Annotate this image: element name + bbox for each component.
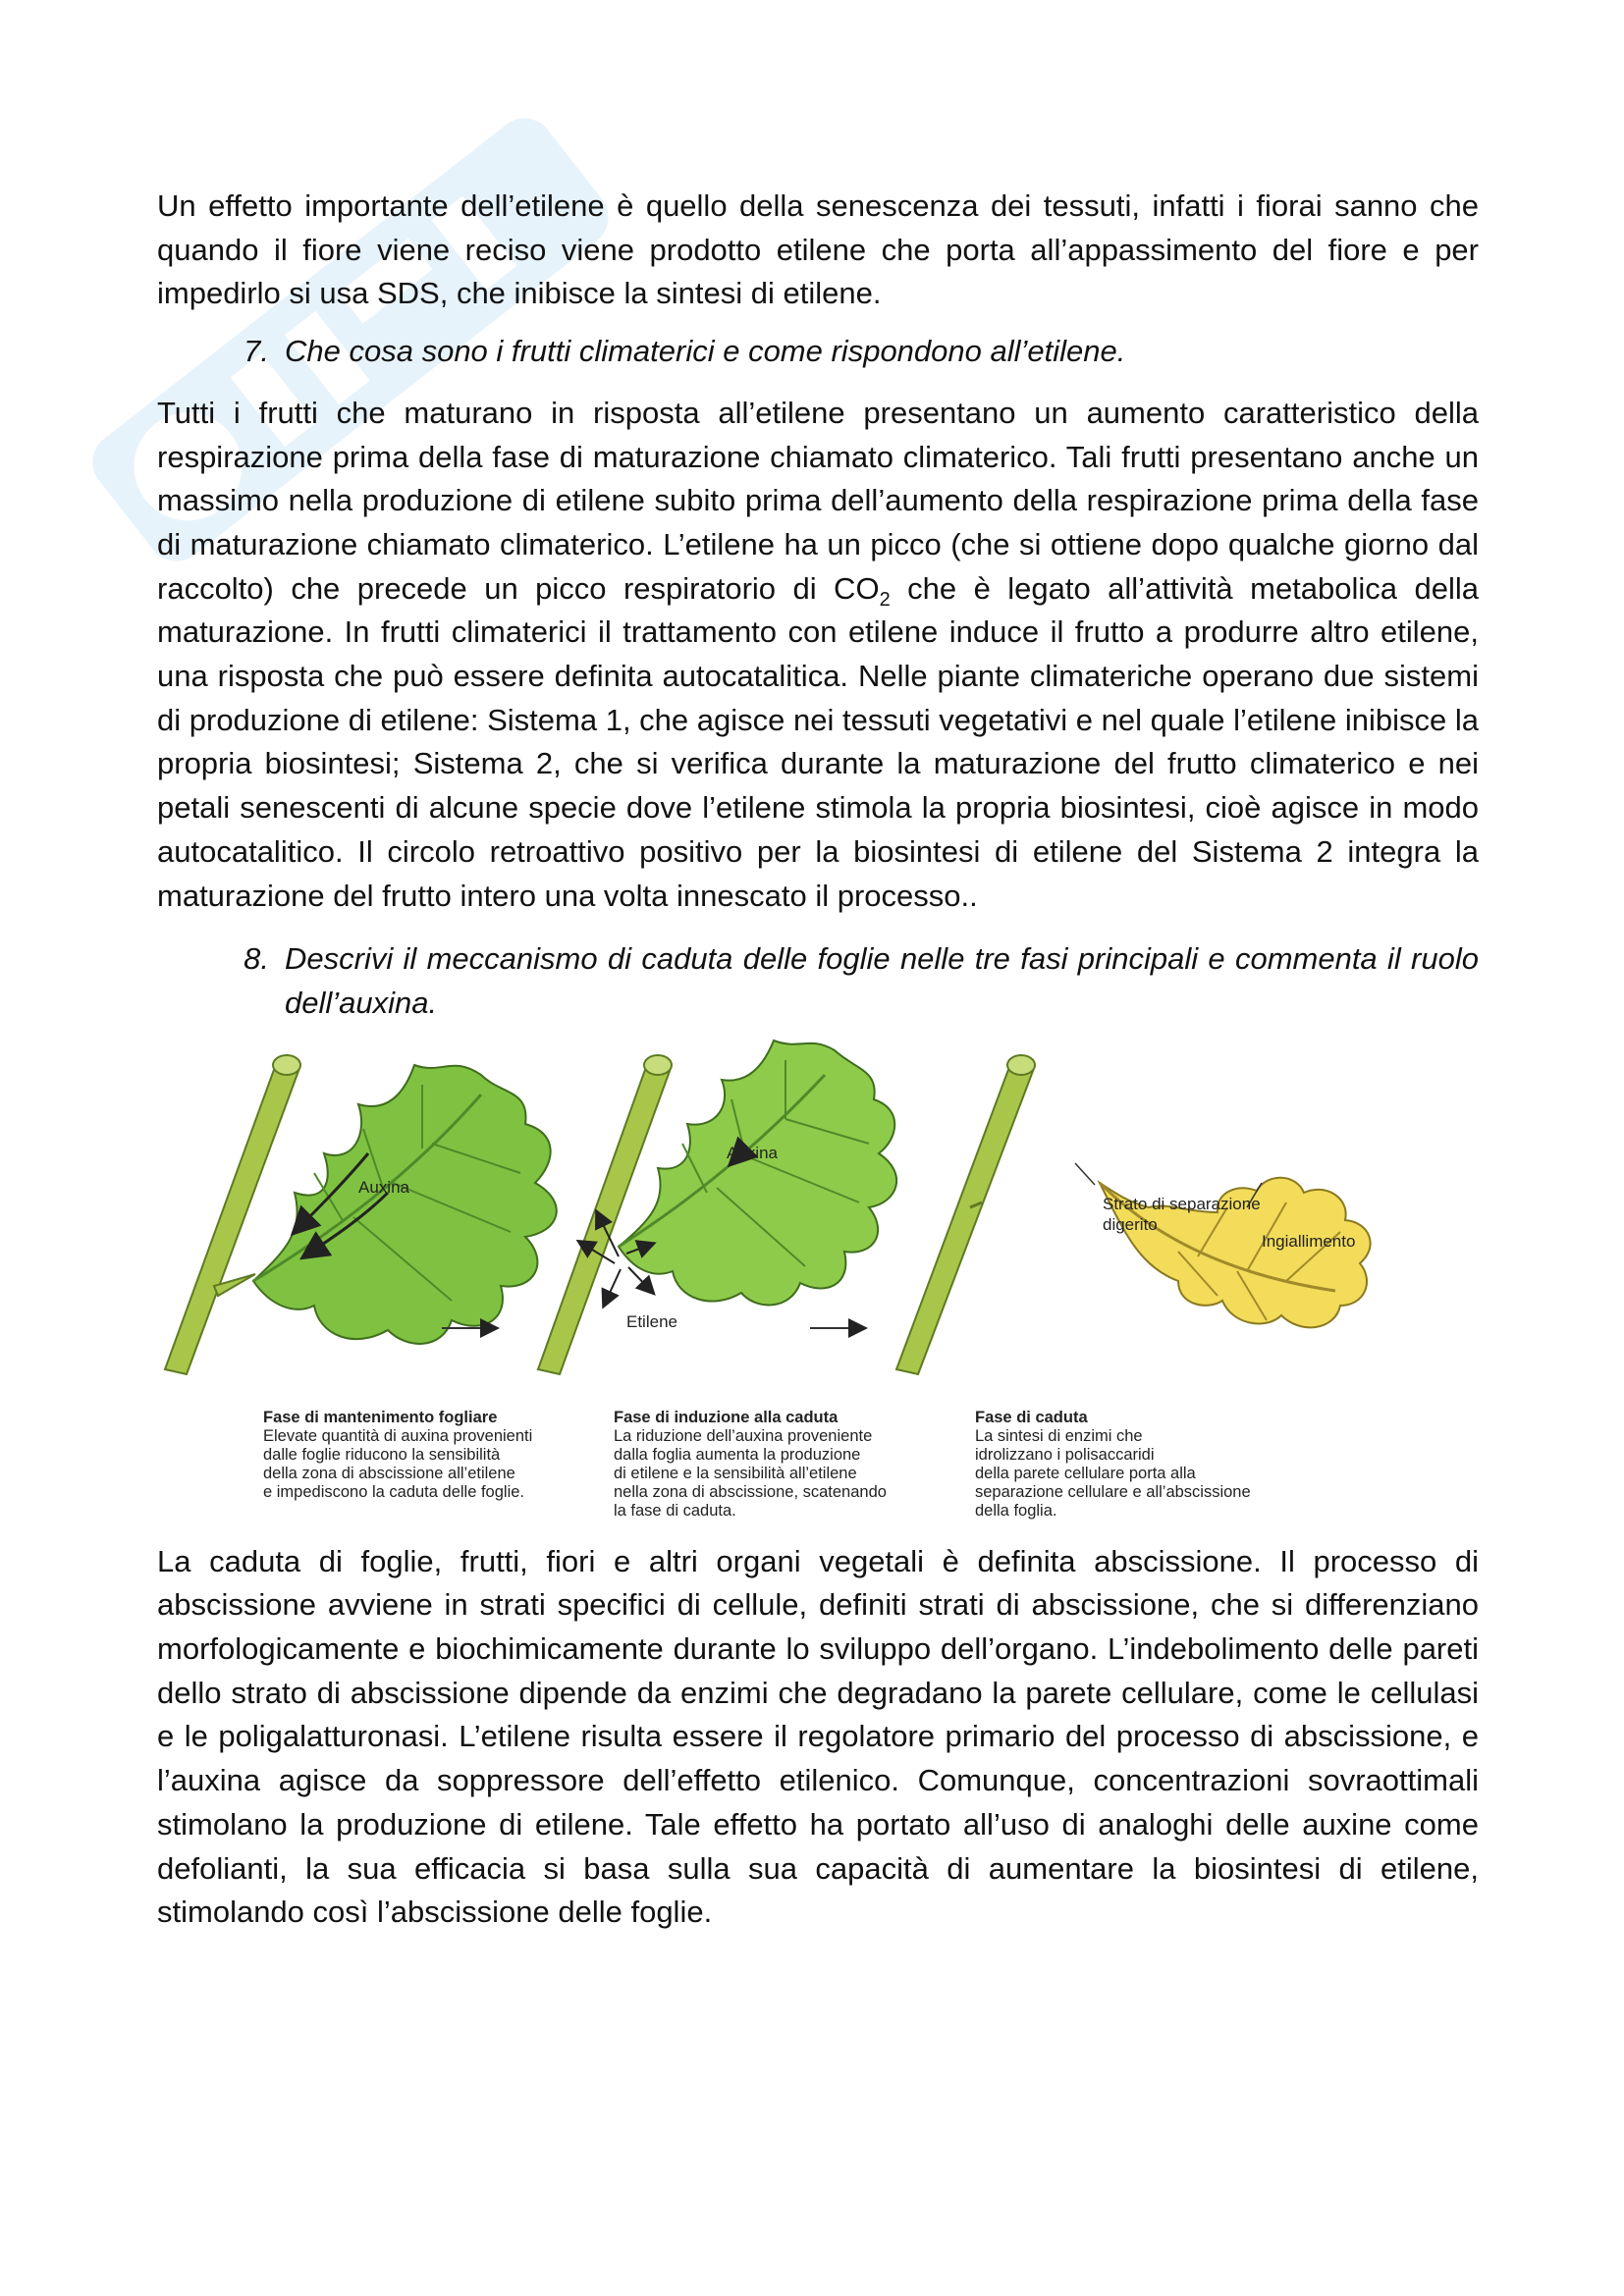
document-page [157,185,1479,1935]
label-auxina-1: Auxina [358,1177,409,1197]
caption-fase-caduta: Fase di caduta La sintesi di enzimi che idrolizzano i polisaccaridi della parete cellulare porta alla separazione cellulare e all’abscissione della foglia. [975,1408,1251,1520]
green-leaf-1 [253,1065,557,1344]
question-text: Che cosa sono i frutti climaterici e come rispondono all’etilene. [285,334,1126,369]
label-etilene: Etilene [626,1311,677,1331]
paragraph-frutti-climaterici: Tutti i frutti che maturano in risposta all’etilene presentano un aumento caratteristico della respirazione prima della fase di maturazione chiamato climaterico. Tali frutti presentano anche un massimo nella produzione di etilene subito prima dell’aumento della respirazione prima della fase di maturazione chiamato climaterico. L’etilene ha un picco (che si ottiene dopo qualche giorno dal raccolto) che precede un picco respiratorio di $CO_2$ che è legato all’attività metabolica della maturazione. In frutti climaterici il trattamento con etilene induce il frutto a produrre altro etilene, una risposta che può essere definita autocatalitica. Nelle piante climateriche operano due sistemi di produzione di etilene: Sistema 1, che agisce nei tessuti vegetativi e nel quale l’etilene inibisce la propria biosintesi; Sistema 2, che si verifica durante la maturazione del frutto climaterico e nei petali senescenti di alcune specie dove l’etilene stimola la propria biosintesi, cioè agisce in modo autocatalitico. Il circolo retroattivo positivo per la biosintesi di etilene del Sistema 2 integra la maturazione del frutto intero una volta innescato il processo.. [157,395,1479,913]
panel-induzione [538,1041,896,1374]
caption-fase-induzione: Fase di induzione alla caduta La riduzione dell’auxina proveniente dalla foglia aumenta la produzione di etilene e la sensibilità all’etilene nella zona di abscissione, scatenando la fase di caduta. [614,1408,887,1520]
question-text: Descrivi il meccanismo di caduta delle foglie nelle tre fasi principali e commenta il ruolo dell’auxina. [285,941,1479,1020]
panel-mantenimento [165,1055,557,1374]
paragraph-abscissione: La caduta di foglie, frutti, fiori e altri organi vegetali è definita abscissione. Il processo di abscissione avviene in strati specifici di cellule, definiti strati di abscissione, che si differenziano morfologicamente e biochimicamente durante lo sviluppo dell’organo. L’indebolimento delle pareti dello strato di abscissione dipende da enzimi che degradano la parete cellulare, come le cellulasi e le poligalatturonasi. L’etilene risulta essere il regolatore primario del processo di abscissione, e l’auxina agisce da soppressore dell’effetto etilenico. Comunque, concentrazioni sovraottimali stimolano la produzione di etilene. Tale effetto ha portato all’uso di analoghi delle auxine come defolianti, la sua efficacia si basa sulla sua capacità di aumentare la biosintesi di etilene, stimolando così l’abscissione delle foglie. [157,1543,1479,1930]
label-strato-separazione-2: digerito [1103,1214,1158,1234]
question-8 [157,937,1479,1025]
abscission-figure [157,1036,1479,1536]
label-auxina-2: Auxina [727,1143,778,1162]
question-number: 7. [244,334,269,369]
caption-fase-mantenimento: Fase di mantenimento fogliare Elevate quantità di auxina provenienti dalle foglie riducono la sensibilità della zona di abscissione all’etilene e impediscono la caduta delle foglie. [263,1408,533,1501]
label-strato-separazione-1: Strato di separazione [1103,1194,1261,1213]
question-7 [157,330,1479,374]
label-ingiallimento: Ingiallimento [1262,1231,1356,1251]
paragraph-etilene-senescenza: Un effetto importante dell’etilene è quello della senescenza dei tessuti, infatti i fiorai sanno che quando il fiore viene reciso viene prodotto etilene che porta all’appassimento del fiore e per impedirlo si usa SDS, che inibisce la sintesi di etilene. [157,188,1479,311]
question-number: 8. [244,941,269,977]
